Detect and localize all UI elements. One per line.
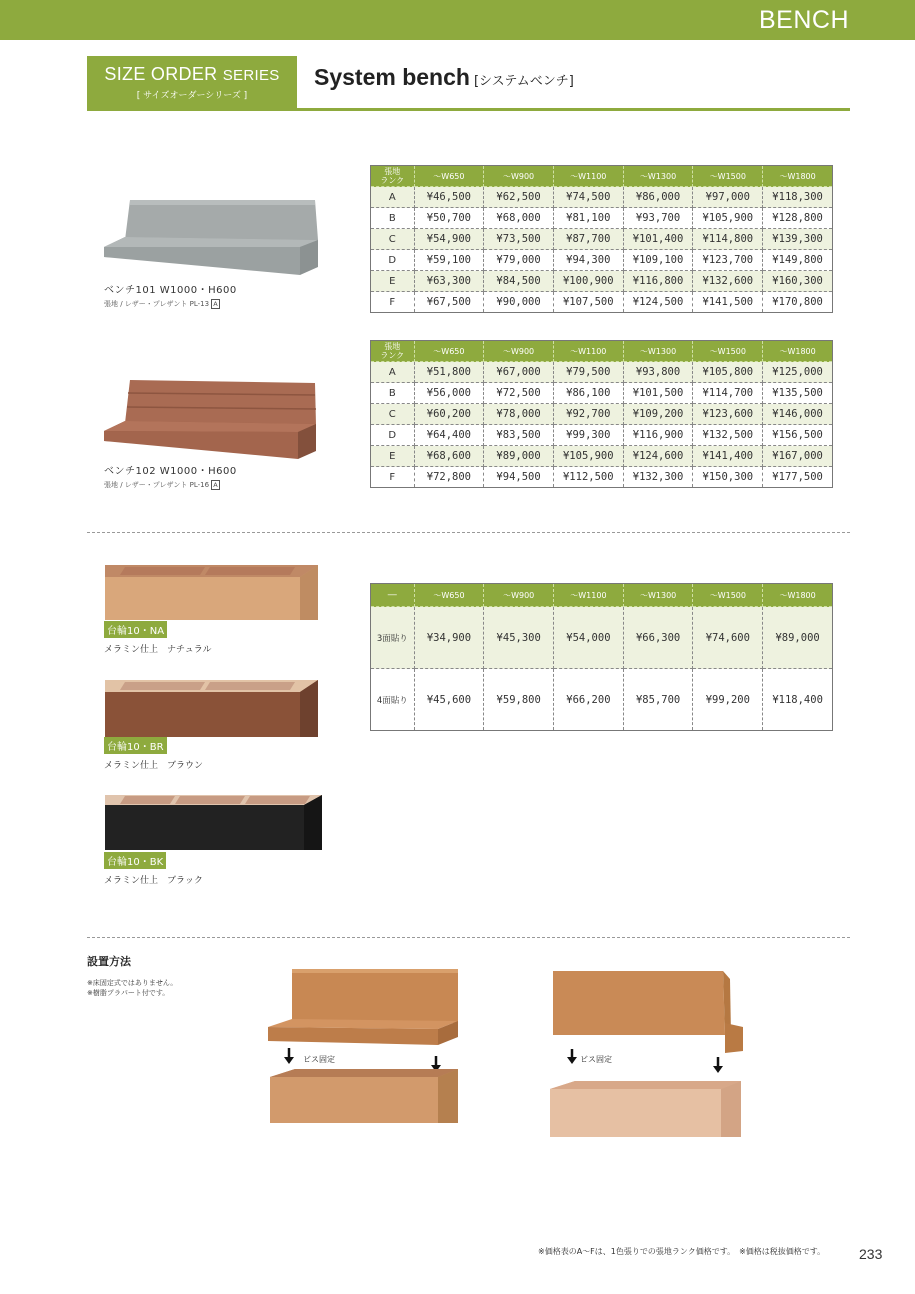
- page-number: 233: [859, 1246, 883, 1262]
- page-title-en: System bench: [314, 64, 470, 90]
- col-header: ～W650: [414, 584, 484, 607]
- series-badge: [87, 56, 297, 109]
- price-cell: ¥124,600: [623, 446, 693, 467]
- col-header: ～W1300: [623, 166, 693, 187]
- category-label: BENCH: [758, 6, 849, 34]
- price-table-base: [370, 583, 833, 731]
- bench-102-material: [104, 480, 237, 490]
- price-cell: ¥67,500: [414, 292, 484, 313]
- price-cell: ¥132,300: [623, 467, 693, 488]
- price-cell: ¥114,700: [693, 383, 763, 404]
- screw-label: ビス固定: [303, 1055, 335, 1064]
- table-row: [371, 669, 833, 731]
- price-cell: ¥99,300: [553, 425, 623, 446]
- row-label: D: [371, 250, 415, 271]
- table-row: [371, 187, 833, 208]
- price-cell: ¥105,900: [693, 208, 763, 229]
- price-cell: ¥150,300: [693, 467, 763, 488]
- table-row: [371, 607, 833, 669]
- base-na-tag: 台輪10・NA: [104, 621, 167, 638]
- screw-label: ビス固定: [580, 1055, 612, 1064]
- section-divider: [87, 937, 850, 938]
- price-cell: ¥118,300: [763, 187, 833, 208]
- table-row: [371, 404, 833, 425]
- price-table-bench-102: [370, 340, 833, 488]
- price-cell: ¥128,800: [763, 208, 833, 229]
- install-heading: 設置方法: [87, 955, 131, 968]
- price-cell: ¥135,500: [763, 383, 833, 404]
- col-header: ～W650: [414, 341, 484, 362]
- base-br-caption: [104, 737, 203, 771]
- bench-102-image: [100, 375, 325, 460]
- price-cell: ¥156,500: [763, 425, 833, 446]
- series-jp: [ サイズオーダーシリーズ ]: [136, 91, 248, 101]
- price-cell: ¥74,500: [553, 187, 623, 208]
- base-bk-finish: メラミン仕上 ブラック: [104, 876, 203, 886]
- price-cell: ¥100,900: [553, 271, 623, 292]
- price-cell: ¥105,800: [693, 362, 763, 383]
- title-rule: [87, 108, 850, 111]
- price-cell: ¥72,800: [414, 467, 484, 488]
- bench-101-name: ベンチ101 W1000・H600: [104, 285, 237, 296]
- bench-102-caption: [104, 462, 237, 490]
- price-cell: ¥101,400: [623, 229, 693, 250]
- base-bk-image: [100, 790, 325, 855]
- price-cell: ¥86,100: [553, 383, 623, 404]
- price-cell: ¥167,000: [763, 446, 833, 467]
- row-label: B: [371, 383, 415, 404]
- col-header: ～W1500: [693, 166, 763, 187]
- price-cell: ¥60,200: [414, 404, 484, 425]
- price-cell: ¥66,300: [623, 607, 693, 669]
- rank-mark: A: [213, 481, 218, 489]
- col-header: ～W1500: [693, 584, 763, 607]
- install-notes: [87, 978, 177, 998]
- table-row: [371, 362, 833, 383]
- price-cell: ¥114,800: [693, 229, 763, 250]
- install-figure-front: [262, 965, 467, 1135]
- price-cell: ¥149,800: [763, 250, 833, 271]
- price-cell: ¥79,000: [484, 250, 554, 271]
- price-cell: ¥94,500: [484, 467, 554, 488]
- table-row: [371, 425, 833, 446]
- price-cell: ¥83,500: [484, 425, 554, 446]
- series-title-main: SIZE ORDER: [104, 64, 223, 84]
- row-label: D: [371, 425, 415, 446]
- price-cell: ¥85,700: [623, 669, 693, 731]
- rank-header: 張地 ランク: [371, 341, 415, 362]
- row-label: E: [371, 446, 415, 467]
- price-cell: ¥66,200: [554, 669, 624, 731]
- price-cell: ¥146,000: [763, 404, 833, 425]
- row-label: A: [371, 187, 415, 208]
- base-br-image: [100, 675, 325, 743]
- row-label: F: [371, 292, 415, 313]
- table-row: [371, 229, 833, 250]
- price-cell: ¥84,500: [484, 271, 554, 292]
- table-row: [371, 467, 833, 488]
- col-header: ～W1300: [623, 584, 693, 607]
- price-cell: ¥116,800: [623, 271, 693, 292]
- price-cell: ¥132,600: [693, 271, 763, 292]
- price-cell: ¥34,900: [414, 607, 484, 669]
- price-cell: ¥132,500: [693, 425, 763, 446]
- price-cell: ¥87,700: [553, 229, 623, 250]
- price-cell: ¥54,900: [414, 229, 484, 250]
- price-cell: ¥139,300: [763, 229, 833, 250]
- price-cell: ¥89,000: [763, 607, 833, 669]
- category-bar: [0, 0, 915, 40]
- price-cell: ¥170,800: [763, 292, 833, 313]
- price-cell: ¥68,000: [484, 208, 554, 229]
- price-cell: ¥89,000: [484, 446, 554, 467]
- row-label: C: [371, 229, 415, 250]
- table-row: [371, 271, 833, 292]
- bench-102-name: ベンチ102 W1000・H600: [104, 466, 237, 477]
- price-cell: ¥116,900: [623, 425, 693, 446]
- rank-mark: A: [213, 300, 218, 308]
- price-cell: ¥64,400: [414, 425, 484, 446]
- page-title-jp: [システムベンチ]: [473, 74, 574, 89]
- base-bk-tag: 台輪10・BK: [104, 852, 166, 869]
- base-na-image: [100, 560, 325, 625]
- price-cell: ¥90,000: [484, 292, 554, 313]
- bench-102-material-text: 張地 / レザー・プレザント PL-16: [104, 481, 210, 489]
- col-header: ～W1500: [693, 341, 763, 362]
- price-cell: ¥99,200: [693, 669, 763, 731]
- price-cell: ¥72,500: [484, 383, 554, 404]
- table-row: [371, 208, 833, 229]
- bench-101-material-text: 張地 / レザー・プレザント PL-13: [104, 300, 210, 308]
- price-cell: ¥125,000: [763, 362, 833, 383]
- base-br-tag: 台輪10・BR: [104, 737, 167, 754]
- table-row: [371, 292, 833, 313]
- price-cell: ¥50,700: [414, 208, 484, 229]
- base-br-finish: メラミン仕上 ブラウン: [104, 761, 204, 771]
- price-cell: ¥160,300: [763, 271, 833, 292]
- col-header: ～W900: [484, 341, 554, 362]
- dash-header: ―: [371, 584, 415, 607]
- price-cell: ¥109,200: [623, 404, 693, 425]
- col-header: ～W1100: [553, 166, 623, 187]
- price-cell: ¥141,500: [693, 292, 763, 313]
- row-label: E: [371, 271, 415, 292]
- bench-101-material: [104, 299, 237, 309]
- price-cell: ¥109,100: [623, 250, 693, 271]
- base-na-caption: [104, 621, 211, 655]
- price-cell: ¥123,700: [693, 250, 763, 271]
- price-cell: ¥73,500: [484, 229, 554, 250]
- price-cell: ¥45,300: [484, 607, 554, 669]
- price-cell: ¥68,600: [414, 446, 484, 467]
- price-cell: ¥141,400: [693, 446, 763, 467]
- price-cell: ¥45,600: [414, 669, 484, 731]
- price-cell: ¥59,100: [414, 250, 484, 271]
- bench-101-caption: [104, 281, 237, 309]
- price-table-bench-101: [370, 165, 833, 313]
- row-label: 4面貼り: [371, 669, 415, 731]
- bench-101-image: [100, 195, 325, 275]
- price-cell: ¥94,300: [553, 250, 623, 271]
- col-header: ～W1100: [554, 584, 624, 607]
- row-label: F: [371, 467, 415, 488]
- price-cell: ¥177,500: [763, 467, 833, 488]
- price-cell: ¥105,900: [553, 446, 623, 467]
- price-cell: ¥93,700: [623, 208, 693, 229]
- price-cell: ¥92,700: [553, 404, 623, 425]
- table-row: [371, 250, 833, 271]
- col-header: ～W650: [414, 166, 484, 187]
- install-note: ※樹脂プラパート付です。: [87, 989, 170, 997]
- row-label: B: [371, 208, 415, 229]
- col-header: ～W1800: [763, 166, 833, 187]
- base-bk-caption: [104, 852, 203, 886]
- price-cell: ¥46,500: [414, 187, 484, 208]
- price-cell: ¥101,500: [623, 383, 693, 404]
- price-cell: ¥123,600: [693, 404, 763, 425]
- price-cell: ¥81,100: [553, 208, 623, 229]
- price-cell: ¥78,000: [484, 404, 554, 425]
- install-figure-back: [545, 965, 750, 1143]
- col-header: ～W1300: [623, 341, 693, 362]
- section-divider: [87, 532, 850, 533]
- price-cell: ¥62,500: [484, 187, 554, 208]
- price-cell: ¥124,500: [623, 292, 693, 313]
- series-title-sub: SERIES: [222, 67, 280, 84]
- price-cell: ¥51,800: [414, 362, 484, 383]
- price-cell: ¥86,000: [623, 187, 693, 208]
- rank-header: 張地 ランク: [371, 166, 415, 187]
- install-note: ※床固定式ではありません。: [87, 979, 178, 987]
- price-cell: ¥118,400: [763, 669, 833, 731]
- series-title: [87, 64, 297, 85]
- price-cell: ¥107,500: [553, 292, 623, 313]
- price-cell: ¥112,500: [553, 467, 623, 488]
- price-cell: ¥54,000: [554, 607, 624, 669]
- base-na-finish: メラミン仕上 ナチュラル: [104, 645, 212, 655]
- price-cell: ¥59,800: [484, 669, 554, 731]
- col-header: ～W900: [484, 166, 554, 187]
- price-cell: ¥74,600: [693, 607, 763, 669]
- row-label: C: [371, 404, 415, 425]
- price-cell: ¥67,000: [484, 362, 554, 383]
- price-cell: ¥79,500: [553, 362, 623, 383]
- price-cell: ¥97,000: [693, 187, 763, 208]
- col-header: ～W1800: [763, 584, 833, 607]
- page-title: [314, 64, 574, 91]
- table-row: [371, 446, 833, 467]
- price-cell: ¥63,300: [414, 271, 484, 292]
- col-header: ～W900: [484, 584, 554, 607]
- row-label: 3面貼り: [371, 607, 415, 669]
- col-header: ～W1100: [553, 341, 623, 362]
- table-row: [371, 383, 833, 404]
- row-label: A: [371, 362, 415, 383]
- col-header: ～W1800: [763, 341, 833, 362]
- footer-note: ※価格表のA～Fは、1色張りでの張地ランク価格です。 ※価格は税抜価格です。: [538, 1247, 826, 1256]
- price-cell: ¥93,800: [623, 362, 693, 383]
- price-cell: ¥56,000: [414, 383, 484, 404]
